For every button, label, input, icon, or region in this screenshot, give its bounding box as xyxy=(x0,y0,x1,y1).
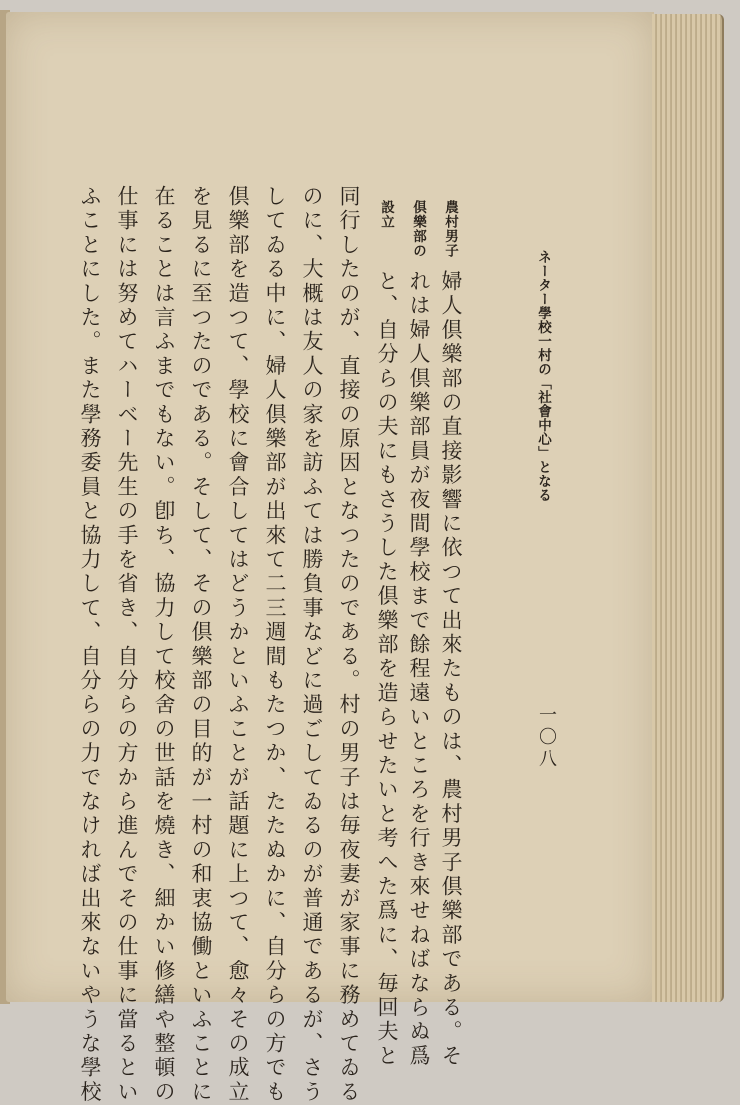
body-line-8: を見るに至つたのである。そして、その倶樂部の目的が一村の和衷協働といふことに xyxy=(189,185,213,1105)
running-title: ネーター學校一村の「社會中心」となる xyxy=(535,250,551,502)
body-line-3: と、自分らの夫にもさうした倶樂部を造らせたいと考へた爲に、毎回夫と xyxy=(375,270,399,1069)
body-line-4: 同行したのが、直接の原因となつたのである。村の男子は毎夜妻が家事に務めてゐる xyxy=(337,185,361,1105)
book-page xyxy=(6,12,654,1002)
body-line-2: れは婦人倶樂部員が夜間學校まで餘程遠いところを行き來せねばならぬ爲 xyxy=(407,270,431,1069)
body-line-11: ふことにした。また學務委員と協力して、自分らの力でなければ出來ないやうな學校 xyxy=(78,185,102,1105)
body-line-6: してゐる中に、婦人倶樂部が出來て二三週間もたつか、たたぬかに、自分らの方でも xyxy=(263,185,287,1105)
body-line-10: 仕事には努めてハーベー先生の手を省き、自分らの方から進んでその仕事に當るとい xyxy=(115,185,139,1105)
page-stack-edges xyxy=(652,14,724,1002)
sidenote-line-2: 倶樂部の xyxy=(410,200,426,258)
page-number: 一〇八 xyxy=(536,705,557,771)
body-line-9: 在ることは言ふまでもない。卽ち、協力して校舍の世話を燒き、細かい修繕や整頓の xyxy=(152,185,176,1105)
sidenote-line-1: 農村男子 xyxy=(442,200,458,258)
sidenote-line-3: 設立 xyxy=(378,200,394,229)
body-line-7: 倶樂部を造つて、學校に會合してはどうかといふことが話題に上つて、愈々その成立 xyxy=(226,185,250,1105)
body-line-5: のに、大概は友人の家を訪ふては勝負事などに過ごしてゐるのが普通であるが、さう xyxy=(300,185,324,1105)
body-line-1: 婦人倶樂部の直接影響に依つて出來たものは、農村男子倶樂部である。そ xyxy=(439,270,463,1069)
